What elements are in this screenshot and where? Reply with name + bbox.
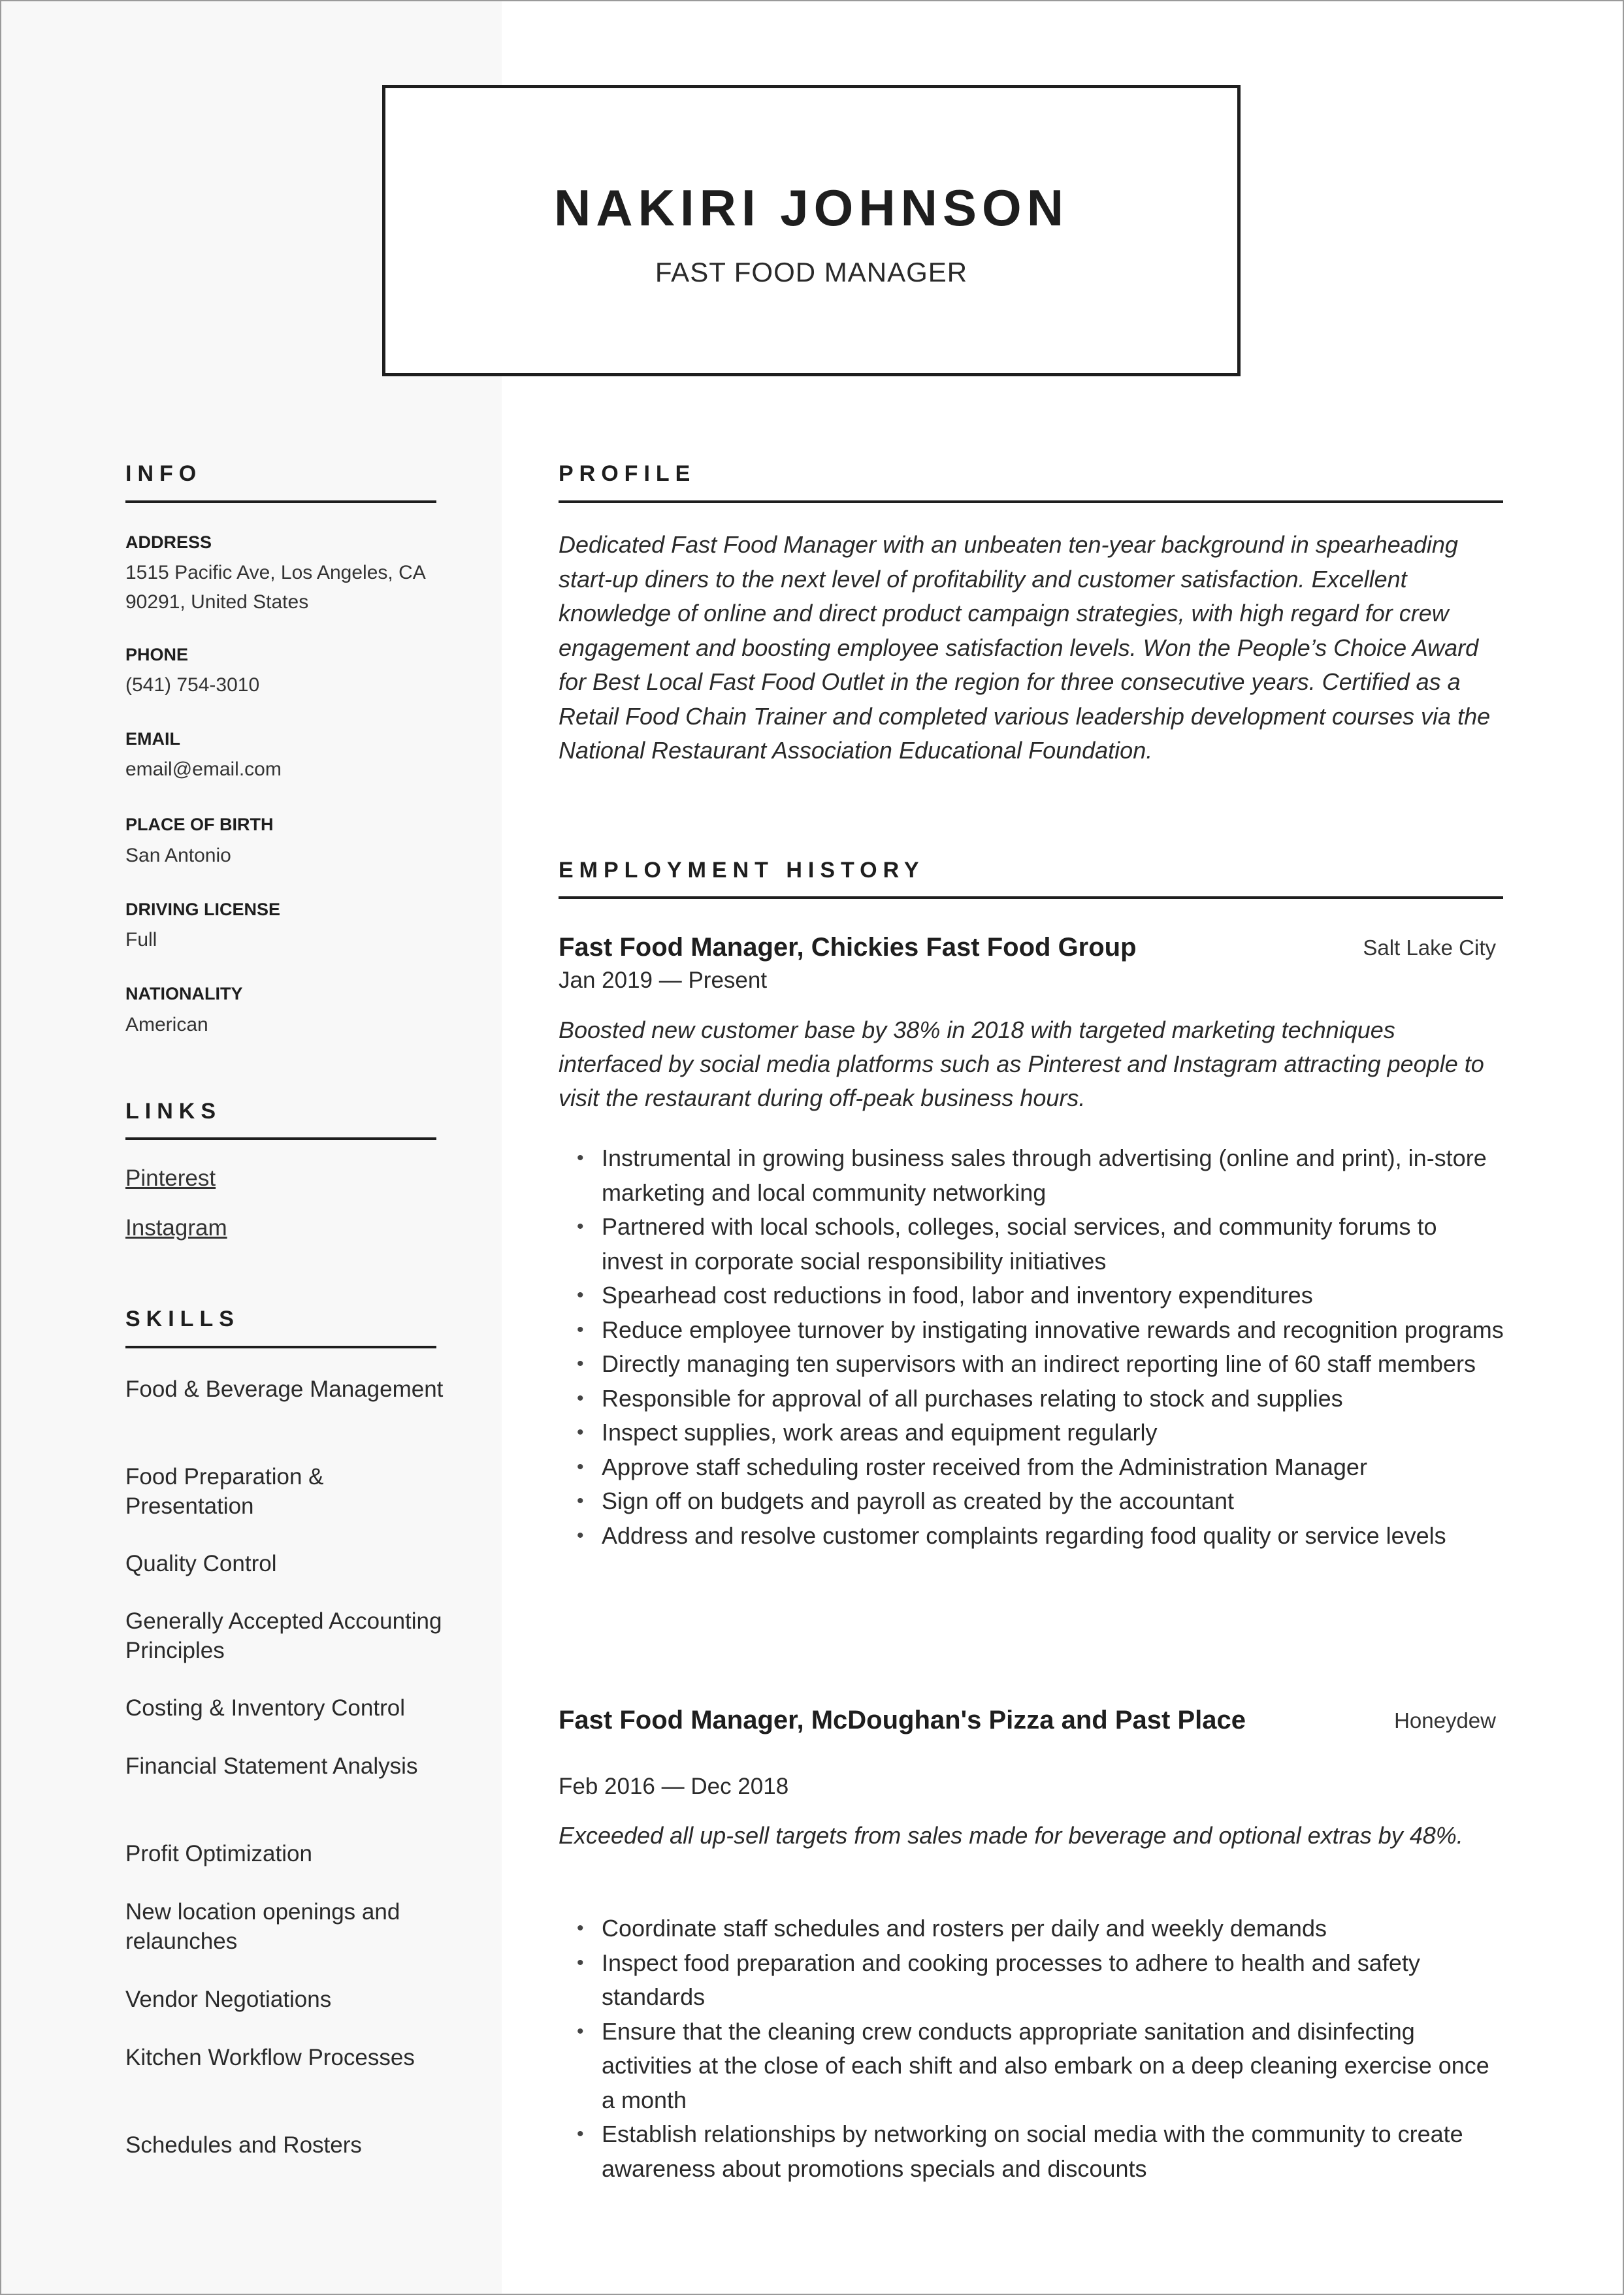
bullet-icon: • (577, 1147, 584, 1169)
bullet-icon: • (577, 2020, 584, 2042)
skill-item: Financial Statement Analysis (125, 1753, 418, 1779)
job-location: Honeydew (1394, 1708, 1496, 1733)
job-title: Fast Food Manager, McDoughan's Pizza and Past Place (559, 1706, 1246, 1734)
job-bullet-text: Inspect supplies, work areas and equipment regularly (602, 1419, 1158, 1446)
bullet-icon: • (577, 1456, 584, 1478)
job-bullet-list (559, 1141, 1504, 1553)
name-box (382, 85, 1241, 376)
phone-label: PHONE (125, 645, 189, 664)
address-label: ADDRESS (125, 532, 212, 552)
driving-license-label: DRIVING LICENSE (125, 900, 281, 919)
skills-heading: SKILLS (125, 1307, 240, 1331)
job-bullet-text: Reduce employee turnover by instigating innovative rewards and recognition programs (602, 1316, 1504, 1343)
skill-item: Food & Beverage Management (125, 1376, 444, 1402)
skill-item: Profit Optimization (125, 1841, 312, 1866)
job-dates: Jan 2019 — Present (559, 968, 768, 993)
bullet-icon: • (577, 1353, 584, 1375)
bullet-icon: • (577, 1318, 584, 1341)
job-bullet-text: Sign off on budgets and payroll as created by the accountant (602, 1488, 1235, 1514)
employment-heading: EMPLOYMENT HISTORY (559, 858, 925, 883)
skill-item: Kitchen Workflow Processes (125, 2045, 415, 2070)
bullet-icon: • (577, 1387, 584, 1409)
job-summary: Exceeded all up-sell targets from sales made for beverage and optional extras by 48%. (559, 1822, 1463, 1849)
job-bullet-item (559, 1519, 1504, 1554)
candidate-name: NAKIRI JOHNSON (553, 179, 1069, 236)
profile-rule (559, 500, 1503, 503)
job-bullet-item (559, 1210, 1504, 1278)
job-bullet-text: Responsible for approval of all purchases relating to stock and supplies (602, 1384, 1343, 1412)
skill-item: Generally Accepted Accounting Principles (125, 1608, 442, 1663)
place-of-birth-value: San Antonio (125, 845, 231, 866)
job-title: Fast Food Manager, Chickies Fast Food Group (559, 933, 1137, 962)
links-heading: LINKS (125, 1099, 221, 1124)
bullet-icon: • (577, 1284, 584, 1306)
job-bullet-item (559, 1484, 1504, 1519)
phone-value: (541) 754-3010 (125, 674, 260, 696)
job-location: Salt Lake City (1363, 936, 1496, 960)
candidate-title: FAST FOOD MANAGER (655, 257, 968, 287)
bullet-icon: • (577, 1422, 584, 1443)
skills-rule (125, 1346, 436, 1348)
job-dates: Feb 2016 — Dec 2018 (559, 1774, 789, 1799)
place-of-birth-label: PLACE OF BIRTH (125, 815, 274, 834)
skill-item: Food Preparation & Presentation (125, 1464, 324, 1519)
employment-rule (559, 896, 1503, 899)
job-summary: Boosted new customer base by 38% in 2018 with targeted marketing techniques interfaced by social media platforms such as Pinterest and Instagram attracting people to visit the restaurant during off-peak business hours. (559, 1017, 1484, 1111)
job-bullet-text: Directly managing ten supervisors with an indirect reporting line of 60 staff members (602, 1350, 1476, 1377)
job-bullet-text: Coordinate staff schedules and rosters per daily and weekly demands (602, 1915, 1327, 1942)
job-bullet-text: Approve staff scheduling roster received from the Administration Manager (602, 1453, 1367, 1480)
link-instagram[interactable]: Instagram (125, 1215, 227, 1241)
links-rule (125, 1137, 436, 1140)
profile-heading: PROFILE (559, 461, 696, 486)
driving-license-value: Full (125, 929, 157, 951)
job-bullet-text: Partnered with local schools, colleges, social services, and community forums to invest in corporate social responsibility initiatives (602, 1213, 1437, 1275)
email-value: email@email.com (125, 758, 282, 780)
skill-item: New location openings and relaunches (125, 1899, 400, 1954)
job-bullet-item (559, 1946, 1504, 2015)
skill-item: Vendor Negotiations (125, 1987, 332, 2012)
job-bullet-text: Address and resolve customer complaints regarding food quality or service levels (602, 1522, 1446, 1549)
skill-item: Costing & Inventory Control (125, 1695, 405, 1721)
bullet-icon: • (577, 1951, 584, 1974)
job-bullet-item (559, 1912, 1504, 1946)
info-heading: INFO (125, 461, 203, 486)
job-bullet-item (559, 1347, 1504, 1382)
link-pinterest[interactable]: Pinterest (125, 1165, 216, 1191)
job-bullet-text: Spearhead cost reductions in food, labor and inventory expenditures (602, 1282, 1313, 1309)
nationality-label: NATIONALITY (125, 984, 243, 1003)
bullet-icon: • (577, 1490, 584, 1512)
bullet-icon: • (577, 1917, 584, 1939)
address-value: 1515 Pacific Ave, Los Angeles, CA 90291, United States (125, 562, 425, 613)
skill-item: Schedules and Rosters (125, 2132, 362, 2158)
job-bullet-list (559, 1912, 1504, 2186)
bullet-icon: • (577, 1216, 584, 1237)
job-bullet-item (559, 1450, 1504, 1485)
job-bullet-text: Establish relationships by networking on social media with the community to create awareness about promotions specials and discounts (602, 2121, 1463, 2182)
info-rule (125, 500, 436, 503)
email-label: EMAIL (125, 729, 180, 749)
job-bullet-text: Instrumental in growing business sales through advertising (online and print), in-store marketing and local community networking (602, 1145, 1487, 1206)
job-bullet-item (559, 1313, 1504, 1348)
job-bullet-item (559, 1416, 1504, 1450)
job-bullet-item (559, 1278, 1504, 1313)
job-bullet-item (559, 1382, 1504, 1416)
skill-item: Quality Control (125, 1551, 277, 1576)
bullet-icon: • (577, 1524, 584, 1546)
nationality-value: American (125, 1014, 208, 1035)
job-bullet-item (559, 2015, 1504, 2118)
job-bullet-item (559, 1141, 1504, 1210)
profile-text: Dedicated Fast Food Manager with an unbeaten ten-year background in spearheading start-up diners to the next level of profitability and customer satisfaction. Excellent knowledge of online and direct product campaign strategies, with high regard for crew engagement and boosting employee satisfaction levels. Won the People’s Choice Award for Best Local Fast Food Outlet in the region for three consecutive years. Certified as a Retail Food Chain Trainer and completed various leadership development courses via the National Restaurant Association Educational Foundation. (559, 531, 1491, 764)
job-bullet-item (559, 2117, 1504, 2186)
job-bullet-text: Inspect food preparation and cooking processes to adhere to health and safety standards (602, 1949, 1420, 2010)
bullet-icon: • (577, 2123, 584, 2145)
job-bullet-text: Ensure that the cleaning crew conducts appropriate sanitation and disinfecting activities at the close of each shift and also embark on a deep cleaning exercise once a month (602, 2017, 1489, 2113)
